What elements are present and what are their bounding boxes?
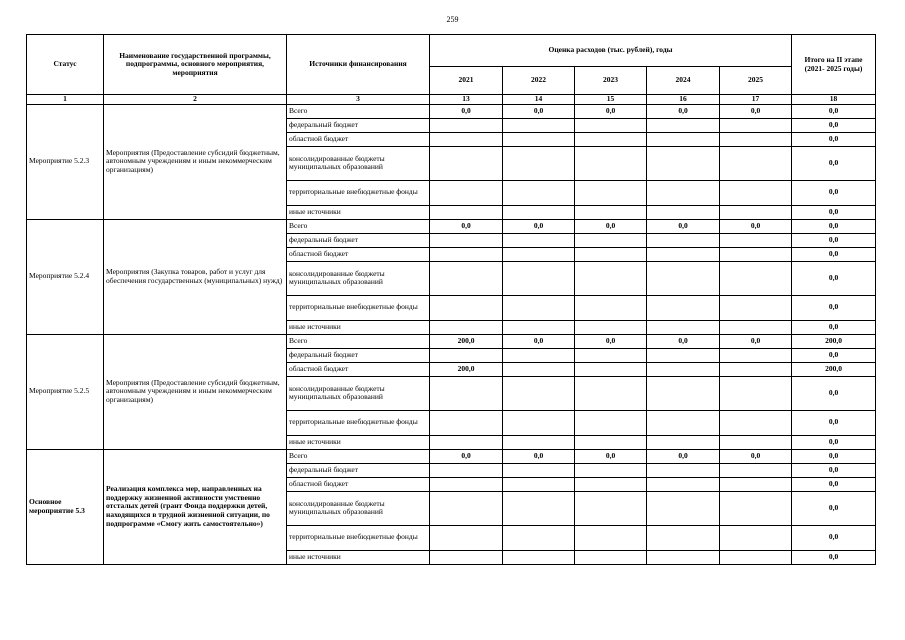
source-cell: областной бюджет: [287, 477, 430, 491]
value-cell: 0,0: [720, 449, 792, 463]
value-cell: [647, 247, 720, 261]
value-cell: [430, 233, 503, 247]
header-status: Статус: [27, 35, 104, 95]
value-cell: [430, 525, 503, 550]
header-name: Наименование государственной программы, подпрограммы, основного мероприятия, мероприятия: [104, 35, 287, 95]
column-number: 1: [27, 95, 104, 105]
source-cell: Всего: [287, 449, 430, 463]
value-cell: [430, 435, 503, 449]
value-cell: [647, 320, 720, 334]
source-cell: иные источники: [287, 550, 430, 564]
value-cell: [430, 295, 503, 320]
value-cell: [575, 295, 647, 320]
value-cell: [647, 525, 720, 550]
value-cell: 0,0: [647, 334, 720, 348]
value-cell: [430, 180, 503, 205]
source-cell: консолидированные бюджеты муниципальных образований: [287, 146, 430, 180]
value-cell: [720, 477, 792, 491]
column-number: 16: [647, 95, 720, 105]
source-cell: Всего: [287, 334, 430, 348]
value-cell: [503, 525, 575, 550]
status-cell: Мероприятие 5.2.4: [27, 219, 104, 334]
value-cell: 0,0: [430, 449, 503, 463]
value-cell: [575, 376, 647, 410]
total-cell: 0,0: [792, 491, 876, 525]
value-cell: [720, 320, 792, 334]
value-cell: [503, 477, 575, 491]
value-cell: [503, 146, 575, 180]
column-number: 13: [430, 95, 503, 105]
value-cell: [720, 295, 792, 320]
value-cell: [575, 205, 647, 219]
total-cell: 200,0: [792, 334, 876, 348]
value-cell: [503, 295, 575, 320]
value-cell: [503, 410, 575, 435]
value-cell: [430, 118, 503, 132]
value-cell: [647, 463, 720, 477]
value-cell: 0,0: [503, 449, 575, 463]
table-row: [27, 104, 876, 118]
value-cell: 0,0: [503, 219, 575, 233]
total-cell: 0,0: [792, 449, 876, 463]
budget-table: [26, 34, 876, 565]
source-cell: иные источники: [287, 320, 430, 334]
total-cell: 0,0: [792, 233, 876, 247]
source-cell: иные источники: [287, 435, 430, 449]
value-cell: [575, 118, 647, 132]
value-cell: 0,0: [430, 104, 503, 118]
value-cell: [575, 132, 647, 146]
table-row: [27, 334, 876, 348]
value-cell: [503, 320, 575, 334]
value-cell: [575, 362, 647, 376]
value-cell: [647, 205, 720, 219]
value-cell: [430, 320, 503, 334]
source-cell: федеральный бюджет: [287, 348, 430, 362]
value-cell: [720, 491, 792, 525]
header-year: 2024: [647, 67, 720, 95]
total-cell: 0,0: [792, 376, 876, 410]
name-cell: Мероприятия (Предоставление субсидий бюджетным, автономным учреждениям и иным некоммерческим организациям): [104, 334, 287, 449]
value-cell: [647, 491, 720, 525]
value-cell: [575, 247, 647, 261]
value-cell: [720, 118, 792, 132]
source-cell: консолидированные бюджеты муниципальных образований: [287, 491, 430, 525]
header-total: Итого на II этапе (2021- 2025 годы): [792, 35, 876, 95]
source-cell: территориальные внебюджетные фонды: [287, 410, 430, 435]
total-cell: 0,0: [792, 180, 876, 205]
source-cell: Всего: [287, 104, 430, 118]
value-cell: [575, 261, 647, 295]
source-cell: федеральный бюджет: [287, 118, 430, 132]
total-cell: 0,0: [792, 463, 876, 477]
value-cell: [503, 362, 575, 376]
value-cell: [575, 146, 647, 180]
value-cell: [430, 376, 503, 410]
value-cell: [503, 247, 575, 261]
value-cell: [575, 477, 647, 491]
value-cell: 0,0: [647, 449, 720, 463]
value-cell: [647, 435, 720, 449]
total-cell: 0,0: [792, 295, 876, 320]
total-cell: 0,0: [792, 435, 876, 449]
header-year: 2025: [720, 67, 792, 95]
value-cell: [647, 362, 720, 376]
value-cell: [647, 550, 720, 564]
total-cell: 0,0: [792, 146, 876, 180]
total-cell: 0,0: [792, 410, 876, 435]
value-cell: [720, 205, 792, 219]
value-cell: [503, 233, 575, 247]
total-cell: 0,0: [792, 219, 876, 233]
name-cell: Мероприятия (Предоставление субсидий бюджетным, автономным учреждениям и иным некоммерческим организациям): [104, 104, 287, 219]
value-cell: [720, 146, 792, 180]
value-cell: [575, 550, 647, 564]
column-number: 15: [575, 95, 647, 105]
value-cell: [647, 180, 720, 205]
value-cell: 200,0: [430, 362, 503, 376]
value-cell: 0,0: [575, 449, 647, 463]
value-cell: [430, 132, 503, 146]
value-cell: 0,0: [720, 104, 792, 118]
value-cell: [720, 463, 792, 477]
value-cell: [430, 261, 503, 295]
total-cell: 0,0: [792, 118, 876, 132]
value-cell: [503, 118, 575, 132]
total-cell: 0,0: [792, 550, 876, 564]
column-number: 18: [792, 95, 876, 105]
source-cell: консолидированные бюджеты муниципальных образований: [287, 261, 430, 295]
value-cell: 0,0: [647, 219, 720, 233]
value-cell: [430, 491, 503, 525]
value-cell: 0,0: [720, 219, 792, 233]
value-cell: [647, 233, 720, 247]
page-number: 259: [446, 15, 459, 24]
value-cell: [430, 410, 503, 435]
total-cell: 200,0: [792, 362, 876, 376]
header-sources: Источники финансирования: [287, 35, 430, 95]
header-estimate: Оценка расходов (тыс. рублей), годы: [430, 35, 792, 67]
value-cell: [647, 348, 720, 362]
value-cell: [720, 247, 792, 261]
value-cell: [720, 132, 792, 146]
value-cell: [575, 320, 647, 334]
source-cell: областной бюджет: [287, 362, 430, 376]
value-cell: [503, 550, 575, 564]
total-cell: 0,0: [792, 261, 876, 295]
value-cell: [430, 205, 503, 219]
total-cell: 0,0: [792, 525, 876, 550]
value-cell: [430, 463, 503, 477]
value-cell: [575, 233, 647, 247]
value-cell: 0,0: [575, 334, 647, 348]
value-cell: [503, 463, 575, 477]
value-cell: 0,0: [575, 104, 647, 118]
table-body: [27, 104, 876, 564]
value-cell: [575, 435, 647, 449]
value-cell: [647, 410, 720, 435]
total-cell: 0,0: [792, 104, 876, 118]
value-cell: [430, 348, 503, 362]
value-cell: [720, 180, 792, 205]
value-cell: [503, 491, 575, 525]
column-number: 3: [287, 95, 430, 105]
source-cell: иные источники: [287, 205, 430, 219]
column-number: 2: [104, 95, 287, 105]
value-cell: 0,0: [503, 334, 575, 348]
value-cell: [720, 435, 792, 449]
value-cell: [647, 295, 720, 320]
value-cell: [575, 180, 647, 205]
total-cell: 0,0: [792, 320, 876, 334]
value-cell: 200,0: [430, 334, 503, 348]
table-row: [27, 449, 876, 463]
value-cell: [430, 146, 503, 180]
value-cell: [575, 491, 647, 525]
total-cell: 0,0: [792, 348, 876, 362]
source-cell: консолидированные бюджеты муниципальных образований: [287, 376, 430, 410]
header-year: 2023: [575, 67, 647, 95]
column-number: 14: [503, 95, 575, 105]
value-cell: [647, 118, 720, 132]
value-cell: [575, 410, 647, 435]
value-cell: 0,0: [647, 104, 720, 118]
value-cell: [503, 376, 575, 410]
value-cell: [575, 463, 647, 477]
value-cell: [720, 525, 792, 550]
value-cell: [720, 233, 792, 247]
value-cell: [647, 132, 720, 146]
header-year: 2021: [430, 67, 503, 95]
header-year: 2022: [503, 67, 575, 95]
source-cell: областной бюджет: [287, 247, 430, 261]
value-cell: [575, 348, 647, 362]
value-cell: 0,0: [720, 334, 792, 348]
status-cell: Мероприятие 5.2.5: [27, 334, 104, 449]
value-cell: [647, 146, 720, 180]
status-cell: Мероприятие 5.2.3: [27, 104, 104, 219]
value-cell: [720, 550, 792, 564]
value-cell: [720, 261, 792, 295]
name-cell: Мероприятия (Закупка товаров, работ и услуг для обеспечения государственных (муниципальных) нужд): [104, 219, 287, 334]
total-cell: 0,0: [792, 205, 876, 219]
total-cell: 0,0: [792, 247, 876, 261]
value-cell: [503, 348, 575, 362]
column-number: 17: [720, 95, 792, 105]
value-cell: [720, 348, 792, 362]
value-cell: 0,0: [575, 219, 647, 233]
column-numbers-row: [27, 95, 876, 105]
source-cell: Всего: [287, 219, 430, 233]
source-cell: областной бюджет: [287, 132, 430, 146]
name-cell: Реализация комплекса мер, направленных на поддержку жизненной активности умственно отсталых детей (грант Фонда поддержки детей, находящихся в трудной жизненной ситуации, по подпрограмме «Смогу жить самостоятельно»): [104, 449, 287, 564]
value-cell: [430, 550, 503, 564]
table-row: [27, 219, 876, 233]
value-cell: [503, 205, 575, 219]
value-cell: [647, 261, 720, 295]
value-cell: [430, 477, 503, 491]
value-cell: [430, 247, 503, 261]
value-cell: [720, 410, 792, 435]
value-cell: [503, 132, 575, 146]
value-cell: 0,0: [503, 104, 575, 118]
value-cell: [720, 376, 792, 410]
value-cell: [647, 477, 720, 491]
source-cell: территориальные внебюджетные фонды: [287, 525, 430, 550]
source-cell: федеральный бюджет: [287, 463, 430, 477]
value-cell: [503, 435, 575, 449]
value-cell: 0,0: [430, 219, 503, 233]
value-cell: [503, 180, 575, 205]
total-cell: 0,0: [792, 132, 876, 146]
source-cell: территориальные внебюджетные фонды: [287, 295, 430, 320]
source-cell: территориальные внебюджетные фонды: [287, 180, 430, 205]
total-cell: 0,0: [792, 477, 876, 491]
value-cell: [720, 362, 792, 376]
value-cell: [503, 261, 575, 295]
value-cell: [647, 376, 720, 410]
source-cell: федеральный бюджет: [287, 233, 430, 247]
status-cell: Основное мероприятие 5.3: [27, 449, 104, 564]
value-cell: [575, 525, 647, 550]
